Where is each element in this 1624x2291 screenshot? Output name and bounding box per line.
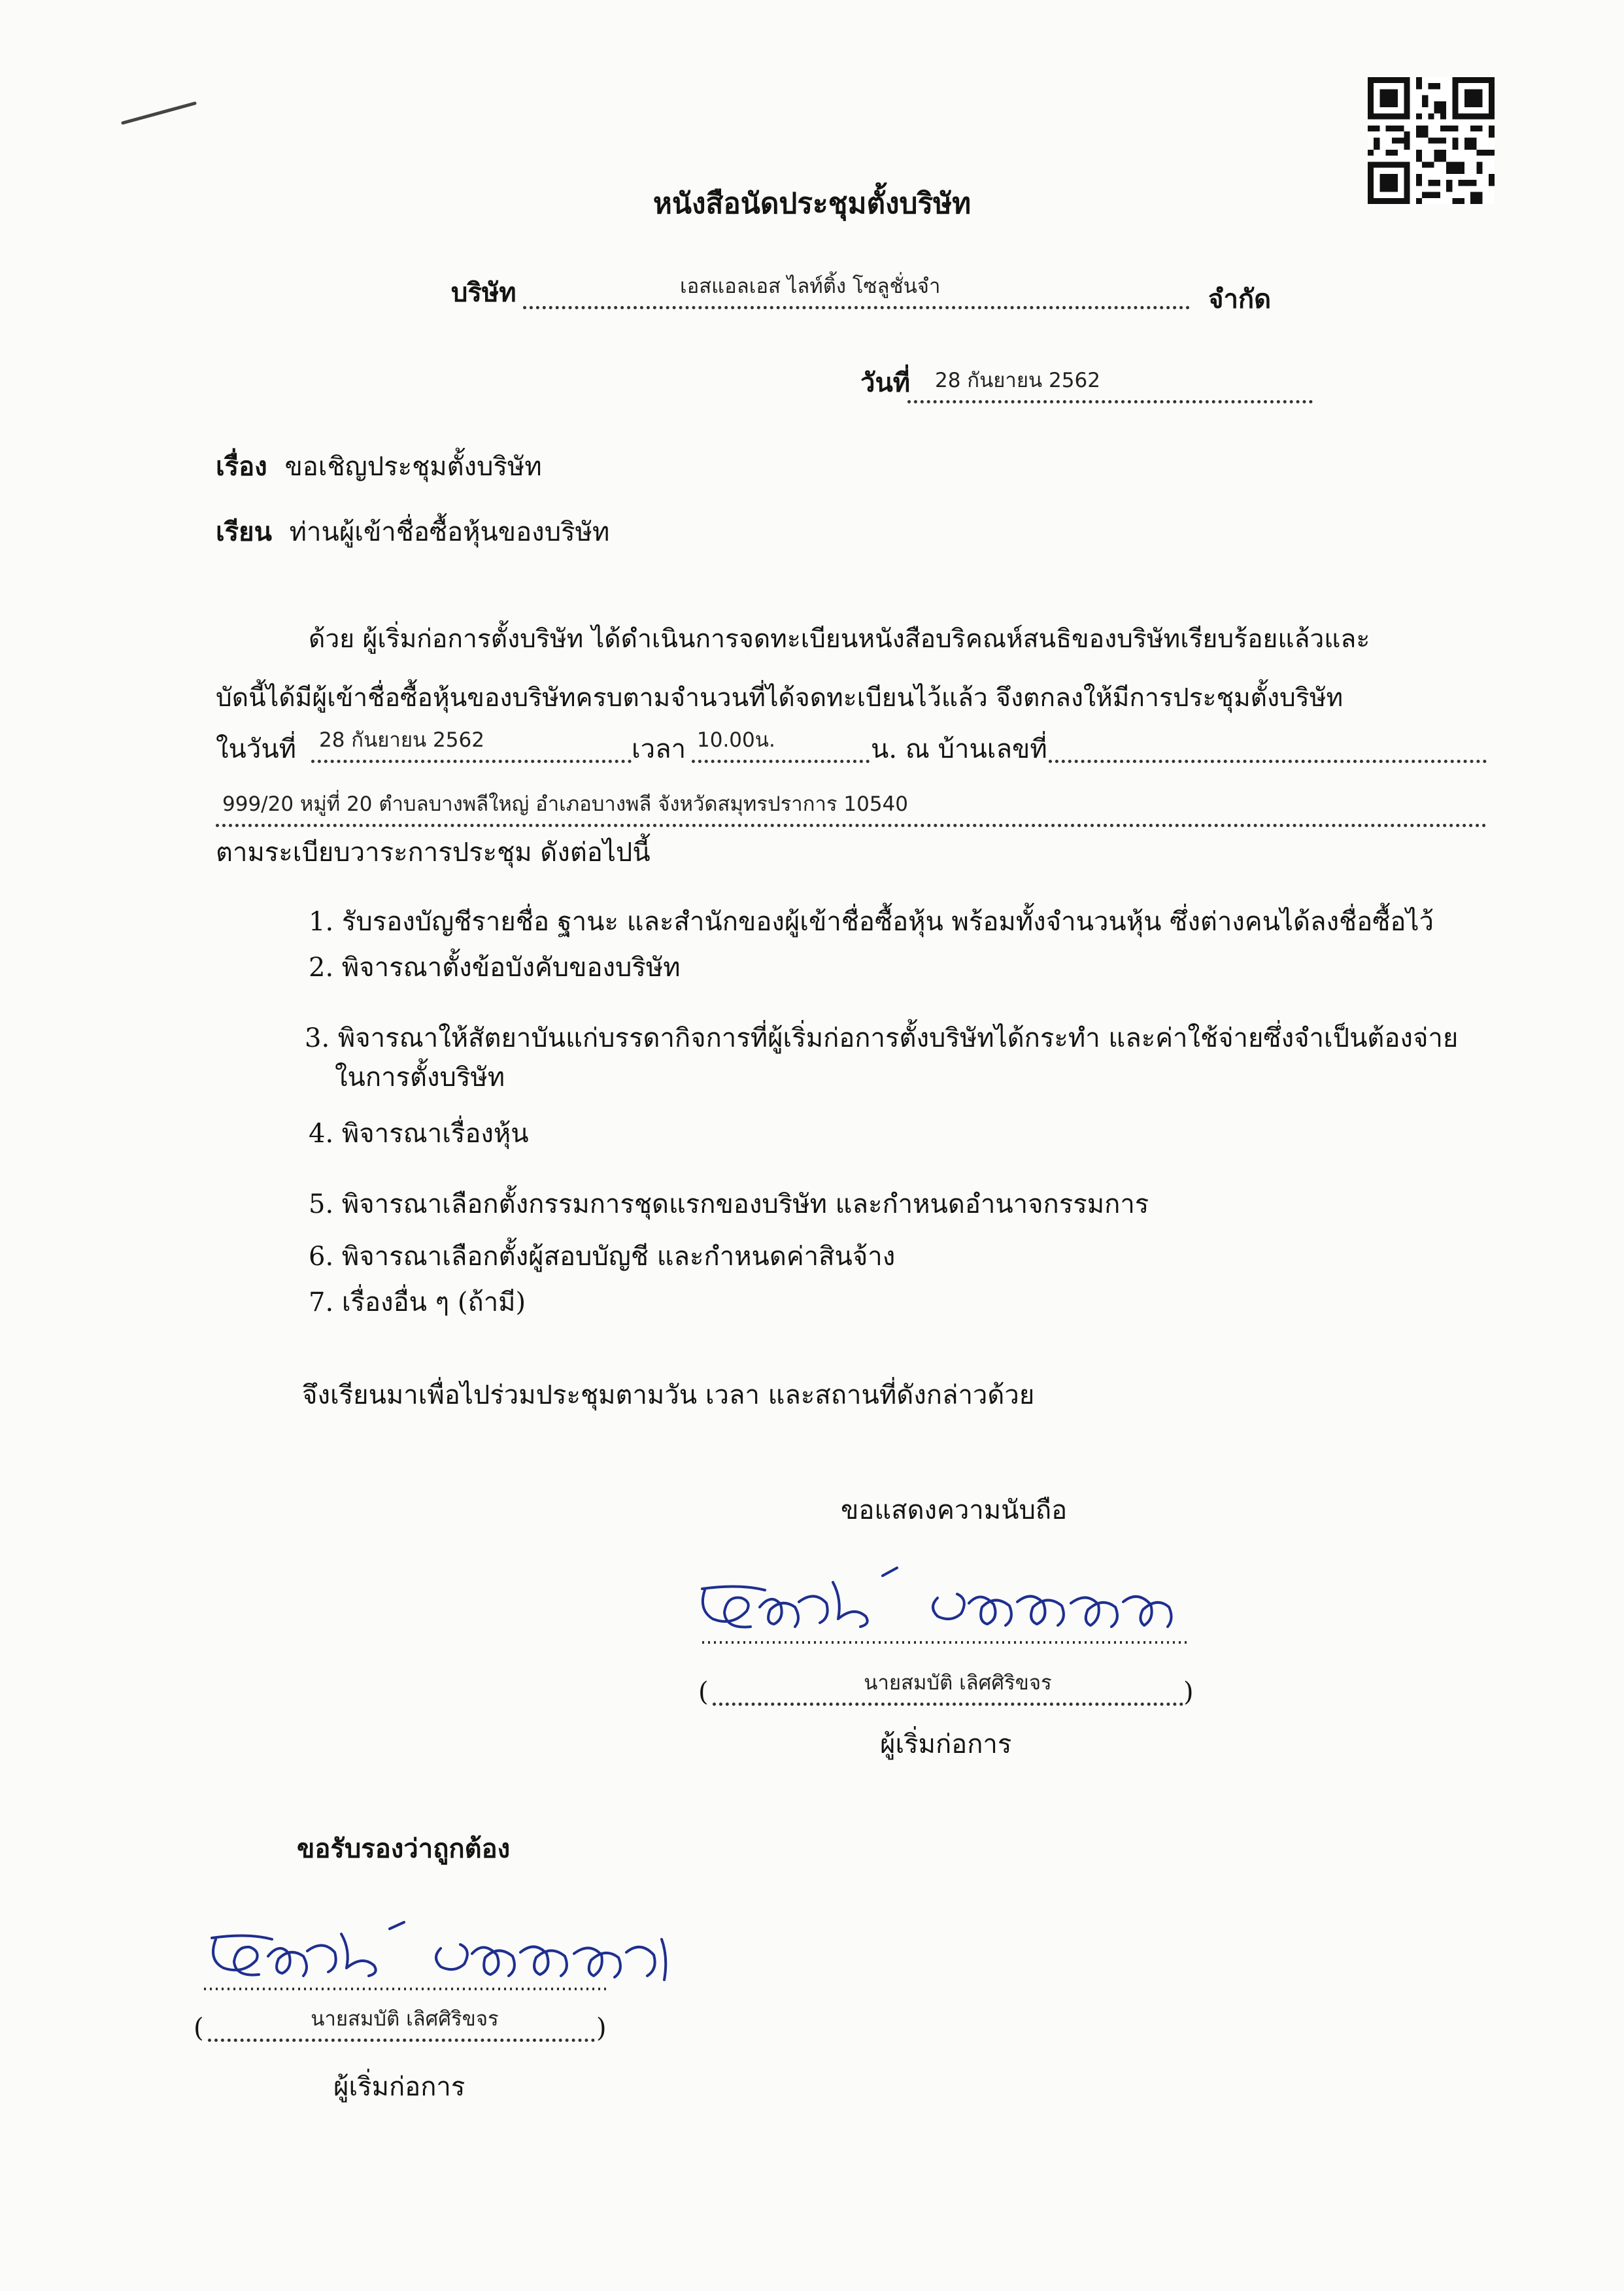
- agenda-item: 2. พิจารณาตั้งข้อบังคับของบริษัท: [309, 953, 681, 983]
- signer-1-name-field: [713, 1669, 1183, 1706]
- agenda-item: 3. พิจารณาให้สัตยาบันแก่บรรดากิจการที่ผู้เริ่มก่อการตั้งบริษัทได้กระทำ และค่าใช้จ่ายซึ่งจำเป็นต้องจ่าย: [305, 1023, 1459, 1053]
- subject-label: เรื่อง: [216, 451, 267, 482]
- agenda-item: 7. เรื่องอื่น ๆ (ถ้ามี): [309, 1287, 526, 1317]
- signer-2-role: ผู้เริ่มก่อการ: [333, 2072, 465, 2102]
- company-prefix: บริษัท: [451, 277, 516, 308]
- date-field: [907, 364, 1313, 403]
- date-value: 28 กันยายน 2562: [935, 369, 1100, 392]
- time-field: [692, 726, 870, 763]
- document-title: หนังสือนัดประชุมตั้งบริษัท: [652, 187, 972, 220]
- address-field: [216, 785, 1487, 827]
- agenda-item: 4. พิจารณาเรื่องหุ้น: [309, 1119, 529, 1149]
- meeting-date-value: 28 กันยายน 2562: [319, 728, 484, 752]
- signature-2: [196, 1920, 693, 1997]
- signer-2-close-paren: ): [596, 2013, 607, 2043]
- signer-2-name-field: [208, 2005, 595, 2042]
- company-name: เอสแอลเอส ไลท์ติ้ง โซลูชั่นจำ: [680, 275, 941, 298]
- subject-text: ขอเชิญประชุมตั้งบริษัท: [284, 452, 542, 482]
- signer-1-close-paren: ): [1183, 1677, 1194, 1707]
- to-text: ท่านผู้เข้าชื่อซื้อหุ้นของบริษัท: [289, 517, 610, 547]
- company-name-field: [523, 273, 1190, 309]
- signer-1-open-paren: (: [698, 1677, 709, 1707]
- to-label: เรียน: [216, 517, 272, 547]
- signer-1-name: นายสมบัติ เลิศศิริขจร: [864, 1671, 1052, 1695]
- pen-mark: [118, 98, 203, 131]
- time-label: เวลา: [632, 734, 686, 764]
- agenda-item: 5. พิจารณาเลือกตั้งกรรมการชุดแรกของบริษัท และกำหนดอำนาจกรรมการ: [309, 1189, 1149, 1219]
- body-line-1: ด้วย ผู้เริ่มก่อการตั้งบริษัท ได้ดำเนินการจดทะเบียนหนังสือบริคณห์สนธิของบริษัทเรียบร้อยแล้วและ: [309, 624, 1370, 654]
- agenda-item-continuation: ในการตั้งบริษัท: [335, 1062, 505, 1093]
- time-value: 10.00น.: [697, 728, 775, 752]
- certification-label: ขอรับรองว่าถูกต้อง: [297, 1833, 511, 1864]
- meeting-date-field: [311, 726, 632, 763]
- signer-2-open-paren: (: [194, 2013, 204, 2043]
- address-value: 999/20 หมู่ที่ 20 ตำบลบางพลีใหญ่ อำเภอบางพลี จังหวัดสมุทรปราการ 10540: [222, 792, 909, 816]
- signer-1-role: ผู้เริ่มก่อการ: [880, 1729, 1012, 1759]
- signer-2-name: นายสมบัติ เลิศศิริขจร: [311, 2007, 499, 2031]
- meeting-date-label: ในวันที่: [216, 734, 297, 764]
- agenda-item: 1. รับรองบัญชีรายชื่อ ฐานะ และสำนักของผู้เข้าชื่อซื้อหุ้น พร้อมทั้งจำนวนหุ้น ซึ่งต่างคนได้ลงชื่อซื้อไว้: [309, 907, 1434, 937]
- qr-code: [1368, 77, 1495, 204]
- date-label: วันที่: [860, 367, 911, 398]
- to-line: [216, 514, 609, 551]
- signature-1: [686, 1564, 1196, 1649]
- body-line-2: บัดนี้ได้มีผู้เข้าชื่อซื้อหุ้นของบริษัทครบตามจำนวนที่ได้จดทะเบียนไว้แล้ว จึงตกลงให้มีการประชุมตั้งบริษัท: [216, 683, 1344, 713]
- company-suffix: จำกัด: [1208, 284, 1272, 314]
- address-field-end: [1049, 726, 1487, 763]
- closing-invitation: จึงเรียนมาเพื่อไปร่วมประชุมตามวัน เวลา และสถานที่ดังกล่าวด้วย: [302, 1380, 1035, 1410]
- agenda-intro: ตามระเบียบวาระการประชุม ดังต่อไปนี้: [216, 838, 651, 868]
- closing-regards: ขอแสดงความนับถือ: [841, 1495, 1068, 1525]
- address-label: น. ณ บ้านเลขที่: [871, 734, 1047, 764]
- agenda-item: 6. พิจารณาเลือกตั้งผู้สอบบัญชี และกำหนดค่าสินจ้าง: [309, 1242, 896, 1272]
- subject-line: [216, 449, 542, 485]
